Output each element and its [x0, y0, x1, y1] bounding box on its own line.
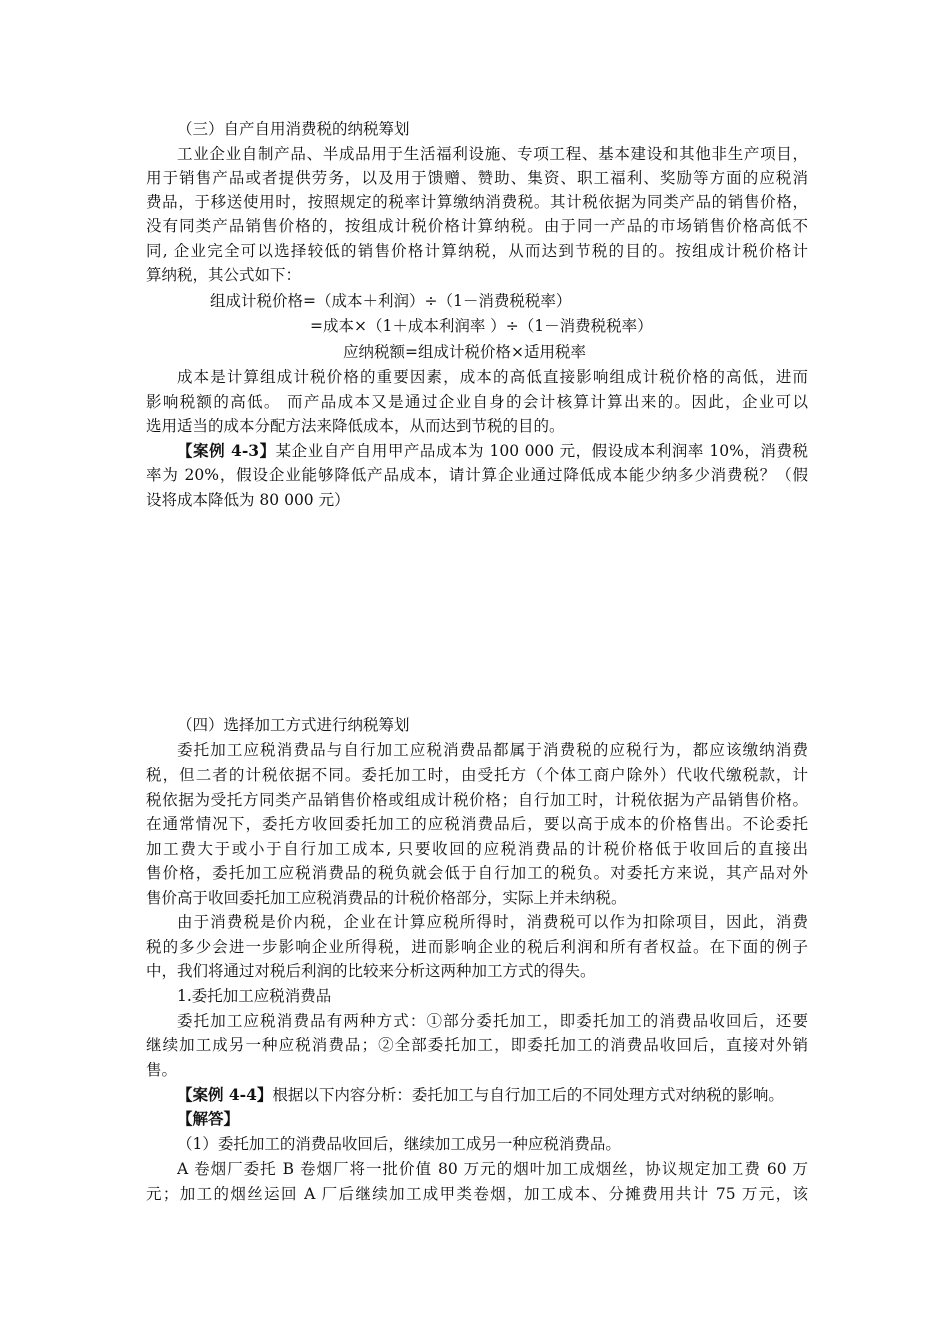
formula-line: 应纳税额=组成计税价格×适用税率	[343, 343, 586, 361]
paragraph-line: 加工费大于或小于自行加工成本, 只要收回的应税消费品的计税价格低于收回后的直接出	[146, 840, 808, 858]
paragraph-line: 工业企业自制产品、半成品用于生活福利设施、专项工程、基本建设和其他非生产项目，	[177, 145, 808, 163]
paragraph-line: 由于消费税是价内税，企业在计算应税所得时，消费税可以作为扣除项目，因此，消费	[177, 913, 808, 931]
paragraph-line: 没有同类产品销售价格的，按组成计税价格计算纳税。由于同一产品的市场销售价格高低不	[146, 217, 808, 235]
paragraph-line: 税，但二者的计税依据不同。委托加工时，由受托方（个体工商户除外）代收代缴税款，计	[146, 766, 808, 784]
paragraph-line: 算纳税，其公式如下：	[146, 266, 302, 284]
paragraph-line: 售。	[146, 1061, 178, 1079]
paragraph-line: 用于销售产品或者提供劳务，以及用于馈赠、赞助、集资、职工福利、奖励等方面的应税消	[146, 169, 808, 187]
section-heading: （四）选择加工方式进行纳税筹划	[177, 716, 410, 734]
case-line	[177, 439, 808, 463]
case-label: 【案例 4-4】	[177, 1085, 273, 1104]
paragraph-line: 成本是计算组成计税价格的重要因素，成本的高低直接影响组成计税价格的高低，进而	[177, 368, 808, 386]
formula-line: 组成计税价格=（成本＋利润）÷（1－消费税税率）	[210, 292, 572, 310]
paragraph-line: 选用适当的成本分配方法来降低成本，从而达到节税的目的。	[146, 417, 565, 435]
paragraph-line: 售价高于收回委托加工应税消费品的计税价格部分，实际上并未纳税。	[146, 889, 627, 907]
paragraph-line: 中，我们将通过对税后利润的比较来分析这两种加工方式的得失。	[146, 962, 596, 980]
case-label: 【案例 4-3】	[177, 441, 276, 460]
case-text: 某企业自产自用甲产品成本为 100 000 元，假设成本利润率 10%，消费税	[275, 442, 808, 460]
formula-line: =成本×（1＋成本利润率 ）÷（1－消费税税率）	[310, 317, 653, 335]
paragraph-line: 委托加工应税消费品与自行加工应税消费品都属于消费税的应税行为，都应该缴纳消费	[177, 741, 808, 759]
case-text: 根据以下内容分析：委托加工与自行加工后的不同处理方式对纳税的影响。	[272, 1086, 784, 1104]
paragraph-line: 委托加工应税消费品有两种方式：①部分委托加工，即委托加工的消费品收回后，还要	[177, 1012, 808, 1030]
paragraph-line: 继续加工成另一种应税消费品；②全部委托加工，即委托加工的消费品收回后，直接对外销	[146, 1036, 808, 1054]
paragraph-line: 售价格，委托加工应税消费品的税负就会低于自行加工的税负。对委托方来说，其产品对外	[146, 864, 808, 882]
section-heading: （三）自产自用消费税的纳税筹划	[177, 120, 410, 138]
paragraph-line: 费品，于移送使用时，按照规定的税率计算缴纳消费税。其计税依据为同类产品的销售价格，	[146, 193, 808, 211]
list-item: （1）委托加工的消费品收回后，继续加工成另一种应税消费品。	[177, 1135, 621, 1153]
subheading: 1.委托加工应税消费品	[177, 987, 332, 1005]
paragraph-line: A 卷烟厂委托 B 卷烟厂将一批价值 80 万元的烟叶加工成烟丝，协议规定加工费 60 万	[177, 1160, 808, 1178]
paragraph-line: 设将成本降低为 80 000 元）	[146, 491, 350, 509]
paragraph-line: 税依据为受托方同类产品销售价格或组成计税价格；自行加工时，计税依据为产品销售价格。	[146, 791, 808, 809]
paragraph-line: 元；加工的烟丝运回 A 厂后继续加工成甲类卷烟，加工成本、分摊费用共计 75 万元，该	[146, 1185, 808, 1203]
answer-label-text: 【解答】	[177, 1109, 240, 1128]
paragraph-line: 同, 企业完全可以选择较低的销售价格计算纳税，从而达到节税的目的。按组成计税价格计	[146, 242, 808, 260]
paragraph-line: 税的多少会进一步影响企业所得税，进而影响企业的税后利润和所有者权益。在下面的例子	[146, 938, 808, 956]
case-line	[177, 1083, 784, 1107]
answer-label	[177, 1107, 239, 1131]
paragraph-line: 在通常情况下，委托方收回委托加工的应税消费品后，要以高于成本的价格售出。不论委托	[146, 815, 808, 833]
paragraph-line: 率为 20%，假设企业能够降低产品成本，请计算企业通过降低成本能少纳多少消费税？（假	[146, 466, 808, 484]
paragraph-line: 影响税额的高低。 而产品成本又是通过企业自身的会计核算计算出来的。因此，企业可以	[146, 393, 808, 411]
